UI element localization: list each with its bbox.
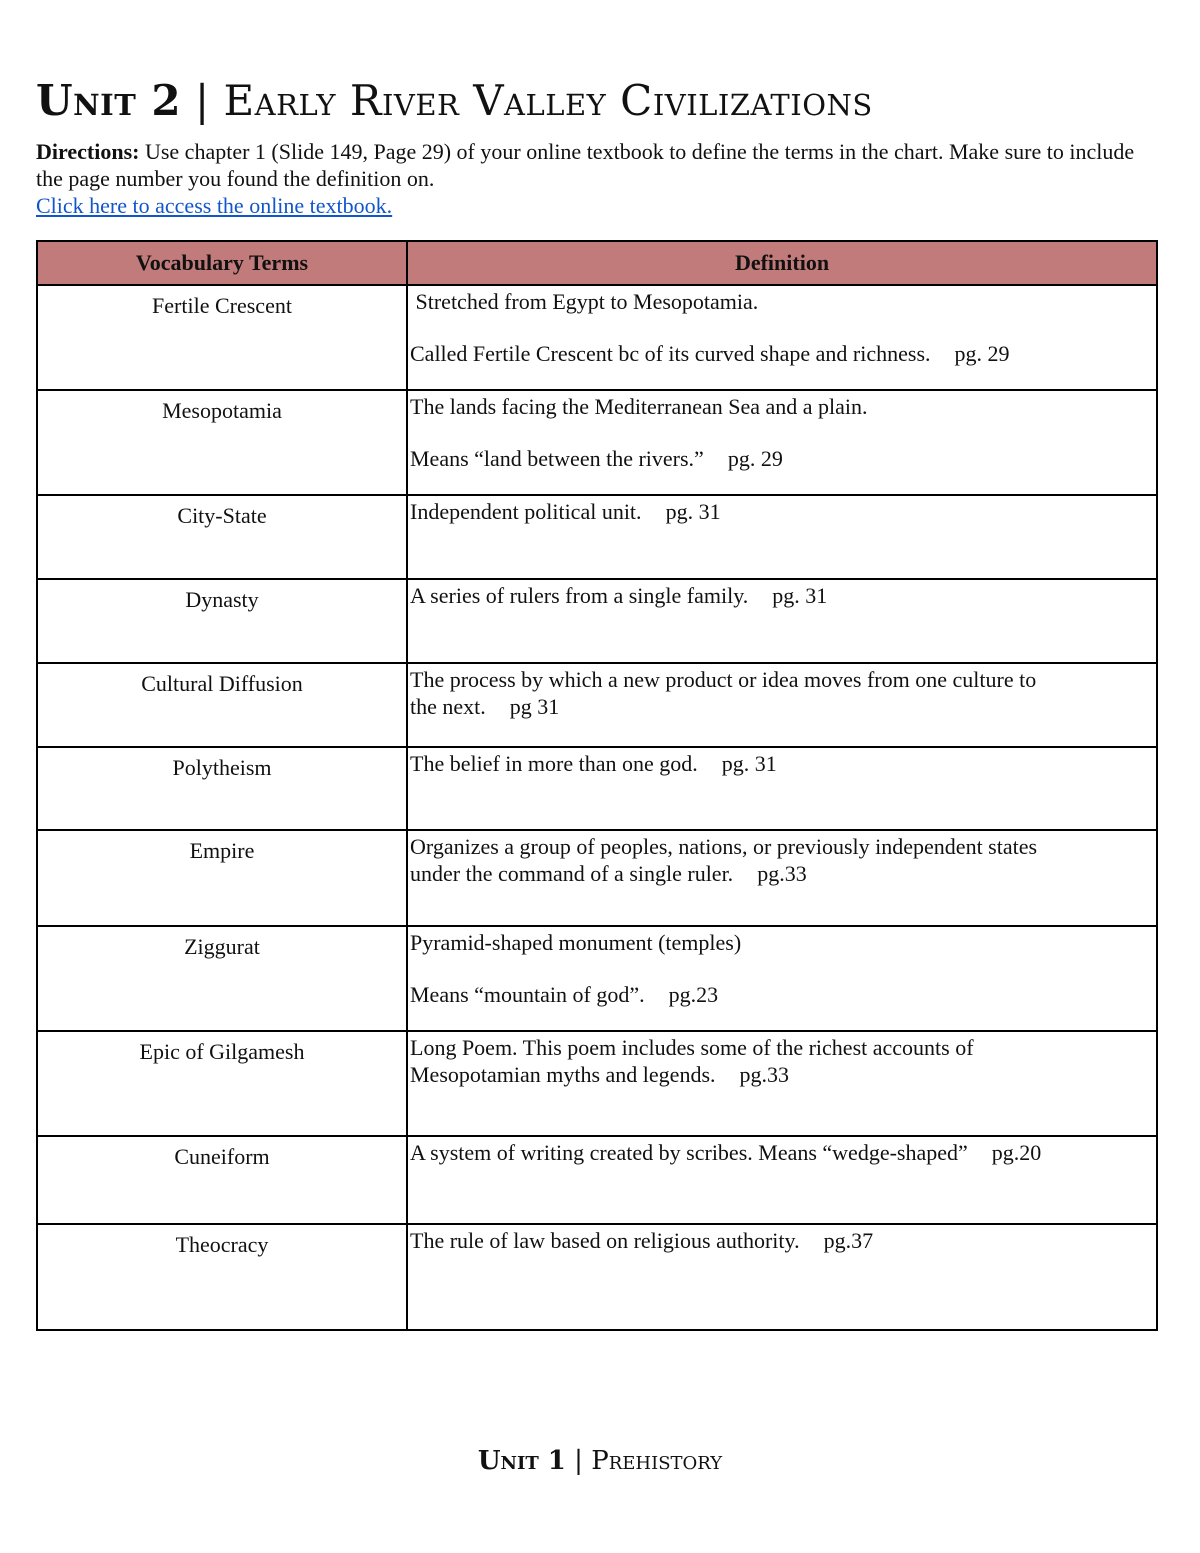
definition-line xyxy=(410,693,1150,720)
page-reference: pg.33 xyxy=(739,1062,790,1087)
table-header-row xyxy=(37,241,1157,285)
table-row xyxy=(37,663,1157,747)
vocab-term: Mesopotamia xyxy=(37,390,407,495)
definition-line xyxy=(410,1139,1150,1166)
definition-text: The lands facing the Mediterranean Sea and a plain. xyxy=(410,394,868,419)
vocab-term: Ziggurat xyxy=(37,926,407,1031)
vocab-term: Cuneiform xyxy=(37,1136,407,1224)
footer-separator: | xyxy=(574,1446,583,1476)
vocab-term: Polytheism xyxy=(37,747,407,830)
title-separator: | xyxy=(195,76,210,125)
definition-text: A series of rulers from a single family. xyxy=(410,583,749,608)
page-reference: pg. 29 xyxy=(954,341,1010,366)
definition-text: Means “land between the rivers.” xyxy=(410,446,704,471)
vocab-term: Theocracy xyxy=(37,1224,407,1330)
directions xyxy=(36,138,1156,219)
vocab-definition xyxy=(407,495,1157,579)
table-row xyxy=(37,285,1157,390)
page-reference: pg. 31 xyxy=(772,583,828,608)
page-reference: pg. 31 xyxy=(665,499,721,524)
vocab-term: Epic of Gilgamesh xyxy=(37,1031,407,1136)
table-row xyxy=(37,830,1157,926)
definition-line xyxy=(410,582,1150,609)
definition-line xyxy=(410,860,1150,887)
definition-text: Mesopotamian myths and legends. xyxy=(410,1062,716,1087)
footer-unit: Unit 1 xyxy=(477,1446,566,1476)
page-reference: pg.20 xyxy=(991,1140,1042,1165)
definition-text: A system of writing created by scribes. Means “wedge-shaped” xyxy=(410,1140,968,1165)
page-reference: pg.33 xyxy=(757,861,807,886)
definition-line xyxy=(410,1227,1150,1254)
page-footer xyxy=(0,1446,1200,1476)
directions-text: Use chapter 1 (Slide 149, Page 29) of your online textbook to define the terms in the chart. Make sure to include the page number you found the definition on. xyxy=(36,139,1135,191)
vocab-definition xyxy=(407,663,1157,747)
vocab-definition xyxy=(407,285,1157,390)
definition-line xyxy=(410,340,1150,367)
definition-line xyxy=(410,929,1150,956)
definition-text: Long Poem. This poem includes some of the richest accounts of xyxy=(410,1035,974,1060)
definition-line xyxy=(410,666,1150,693)
page-title xyxy=(36,74,873,128)
page-reference: pg 31 xyxy=(509,694,560,719)
unit-number: Unit 2 xyxy=(36,76,182,125)
vocab-definition xyxy=(407,830,1157,926)
paragraph-gap xyxy=(410,956,1150,981)
definition-line xyxy=(410,981,1150,1008)
unit-title: Early River Valley Civilizations xyxy=(223,76,873,125)
definition-text: Means “mountain of god”. xyxy=(410,982,645,1007)
vocab-definition xyxy=(407,1224,1157,1330)
vocab-definition xyxy=(407,390,1157,495)
table-row xyxy=(37,1224,1157,1330)
definition-line xyxy=(410,1061,1150,1088)
table-row xyxy=(37,926,1157,1031)
vocab-term: Fertile Crescent xyxy=(37,285,407,390)
definition-line xyxy=(410,833,1150,860)
vocab-definition xyxy=(407,579,1157,663)
vocab-definition xyxy=(407,926,1157,1031)
vocab-term: Empire xyxy=(37,830,407,926)
footer-title: Prehistory xyxy=(591,1446,723,1476)
definition-text: Called Fertile Crescent bc of its curved shape and richness. xyxy=(410,341,931,366)
vocab-term: City-State xyxy=(37,495,407,579)
definition-line xyxy=(410,445,1150,472)
definition-text: Organizes a group of peoples, nations, or previously independent states xyxy=(410,834,1038,859)
page-reference: pg.23 xyxy=(668,982,719,1007)
textbook-link[interactable]: Click here to access the online textbook. xyxy=(36,193,393,218)
paragraph-gap xyxy=(410,315,1150,340)
definition-text: Independent political unit. xyxy=(410,499,642,524)
table-row xyxy=(37,390,1157,495)
table-row xyxy=(37,495,1157,579)
paragraph-gap xyxy=(410,420,1150,445)
vocab-definition xyxy=(407,747,1157,830)
definition-line xyxy=(410,288,1150,315)
definition-text: The belief in more than one god. xyxy=(410,751,698,776)
directions-label: Directions: xyxy=(36,139,140,164)
page-reference: pg.37 xyxy=(823,1228,874,1253)
vocab-definition xyxy=(407,1031,1157,1136)
table-row xyxy=(37,1136,1157,1224)
vocabulary-table xyxy=(36,240,1158,1331)
table-row xyxy=(37,579,1157,663)
definition-line xyxy=(410,1034,1150,1061)
definition-text: The process by which a new product or idea moves from one culture to xyxy=(410,667,1037,692)
definition-text: Pyramid-shaped monument (temples) xyxy=(410,930,742,955)
definition-line xyxy=(410,750,1150,777)
page-reference: pg. 31 xyxy=(721,751,777,776)
table-body xyxy=(37,285,1157,1330)
definition-text: the next. xyxy=(410,694,486,719)
definition-line xyxy=(410,393,1150,420)
definition-text: The rule of law based on religious authority. xyxy=(410,1228,800,1253)
table-row xyxy=(37,747,1157,830)
vocab-definition xyxy=(407,1136,1157,1224)
vocab-term: Cultural Diffusion xyxy=(37,663,407,747)
definition-line xyxy=(410,498,1150,525)
header-vocabulary-terms: Vocabulary Terms xyxy=(37,241,407,285)
table-row xyxy=(37,1031,1157,1136)
definition-text: under the command of a single ruler. xyxy=(410,861,734,886)
vocab-term: Dynasty xyxy=(37,579,407,663)
page-reference: pg. 29 xyxy=(727,446,783,471)
header-definition: Definition xyxy=(407,241,1157,285)
definition-text: Stretched from Egypt to Mesopotamia. xyxy=(410,289,759,314)
